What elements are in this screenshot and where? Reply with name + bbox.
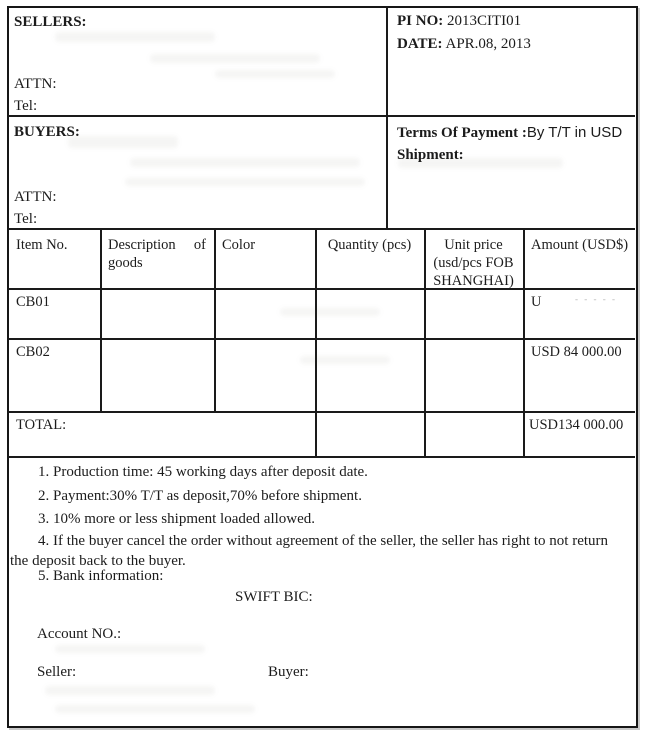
note-3: 3. 10% more or less shipment loaded allowed. [38, 511, 316, 527]
table-grid-line [523, 228, 525, 456]
buyer-tel-label: Tel: [14, 211, 38, 227]
pi-no-value: 2013CITI01 [447, 13, 522, 29]
table-grid-line [8, 411, 635, 413]
seller-tel-label: Tel: [14, 98, 38, 114]
date-row [397, 36, 531, 53]
pi-no-label: PI NO: [397, 13, 444, 29]
table-grid-line [214, 228, 216, 411]
total-amount: USD134 000.00 [529, 417, 624, 433]
total-label: TOTAL: [16, 417, 67, 433]
item-no-cell: CB02 [16, 344, 50, 360]
col-header-unit-price: Unit price (usd/pcs FOB SHANGHAI) [433, 237, 514, 289]
sellers-buyers-divider [8, 115, 635, 117]
table-grid-line [8, 228, 635, 230]
table-grid-line [315, 228, 317, 456]
terms-value: By T/T in USD [526, 124, 623, 141]
erased-amount-remnant: - - - - - [575, 294, 617, 304]
col-header-color: Color [222, 237, 256, 253]
buyers-label: BUYERS: [14, 124, 80, 140]
table-grid-line [8, 288, 635, 290]
date-value: APR.08, 2013 [445, 36, 531, 52]
col-header-item-no: Item No. [16, 237, 68, 253]
note-2: 2. Payment:30% T/T as deposit,70% before shipment. [38, 488, 362, 504]
item-no-cell: CB01 [16, 294, 50, 310]
date-label: DATE: [397, 36, 443, 52]
table-grid-line [8, 338, 635, 340]
pi-no-row [397, 13, 521, 30]
account-no-label: Account NO.: [37, 626, 122, 642]
terms-label: Terms Of Payment : [397, 125, 527, 141]
seller-signature-label: Seller: [37, 664, 77, 680]
note-5: 5. Bank information: [38, 568, 164, 584]
note-1: 1. Production time: 45 working days after deposit date. [38, 464, 368, 480]
shipment-label: Shipment: [397, 147, 464, 163]
amount-cell: U [531, 294, 542, 310]
sellers-label: SELLERS: [14, 14, 87, 30]
amount-cell: USD 84 000.00 [531, 344, 622, 360]
note-4: 4. If the buyer cancel the order without agreement of the seller, the seller has right to not return the deposit back to the buyer. [10, 533, 609, 569]
table-grid-line [100, 228, 102, 411]
header-vertical-divider [386, 6, 388, 230]
col-header-amount: Amount (USD$) [531, 237, 629, 253]
table-grid-line [8, 456, 635, 458]
col-header-quantity: Quantity (pcs) [327, 237, 412, 253]
buyer-attn-label: ATTN: [14, 189, 57, 205]
terms-of-payment-row [397, 124, 622, 142]
seller-attn-label: ATTN: [14, 76, 57, 92]
col-header-description: Description of goods [108, 237, 206, 271]
buyer-signature-label: Buyer: [268, 664, 309, 680]
swift-bic-label: SWIFT BIC: [235, 589, 313, 605]
